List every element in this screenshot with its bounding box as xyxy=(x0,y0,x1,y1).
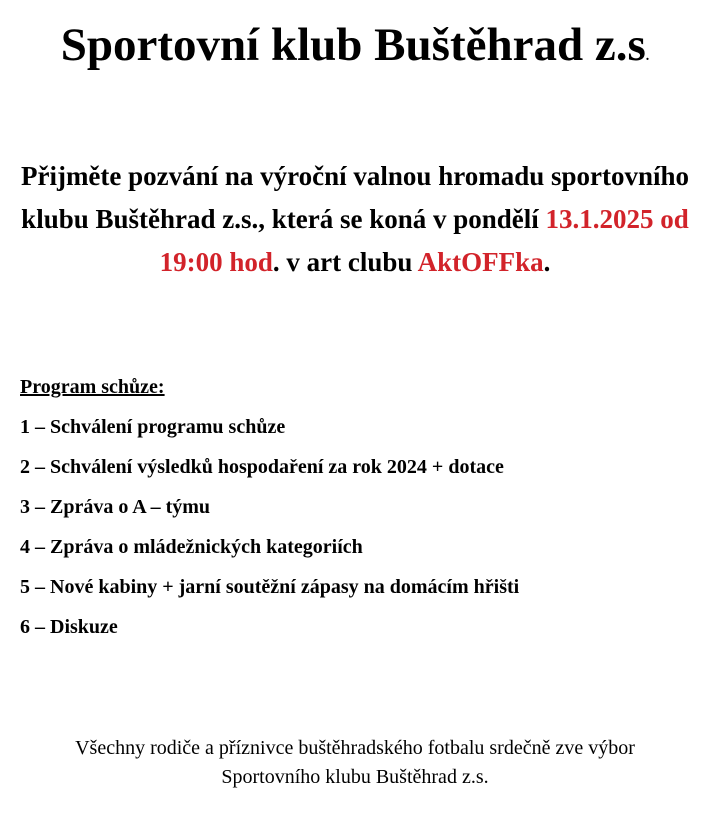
footer-invitation xyxy=(10,734,700,792)
footer-line-2: Sportovního klubu Buštěhrad z.s. xyxy=(221,766,489,788)
program-item-5: 5 – Nové kabiny + jarní soutěžní zápasy na domácím hřišti xyxy=(20,576,520,598)
page-title xyxy=(0,16,710,86)
program-item-3: 3 – Zpráva o A – týmu xyxy=(20,496,211,518)
program-item-6: 6 – Diskuze xyxy=(20,616,118,638)
meeting-venue: AktOFFka xyxy=(417,247,544,277)
footer-line-1: Všechny rodiče a příznivce buštěhradského fotbalu srdečně zve výbor xyxy=(75,737,635,759)
invitation-text-before: Přijměte pozvání na výroční valnou hromadu sportovního klubu Buštěhrad z.s., která se koná v pondělí xyxy=(20,161,690,234)
program-item-1: 1 – Schválení programu schůze xyxy=(20,416,286,438)
page-title-period: . xyxy=(645,49,650,64)
page-title-text: Sportovní klub Buštěhrad z.s xyxy=(60,19,646,71)
meeting-datetime: 13.1.2025 od 19:00 hod xyxy=(159,204,689,277)
program-heading: Program schůze: xyxy=(20,376,165,398)
program-item-2: 2 – Schválení výsledků hospodaření za rok 2024 + dotace xyxy=(20,456,504,478)
invitation-text-end: . xyxy=(543,247,551,277)
meeting-program xyxy=(20,374,700,654)
invitation-text-middle: . v art clubu xyxy=(272,247,418,277)
invitation-paragraph xyxy=(20,155,690,284)
program-item-4: 4 – Zpráva o mládežnických kategoriích xyxy=(20,536,363,558)
